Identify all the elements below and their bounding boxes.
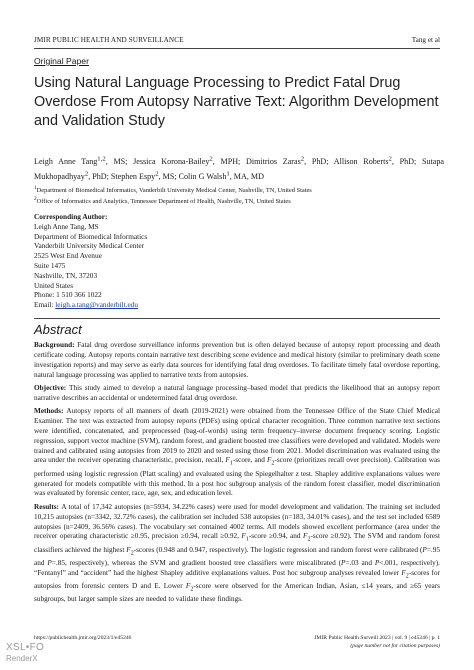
corresponding-line: 2525 West End Avenue [34,251,102,261]
corresponding-line: Nashville, TN, 37203 [34,270,98,280]
abstract-section-label: Methods: [34,407,67,416]
corresponding-label: Corresponding Author: [34,212,108,221]
footer-citation: JMIR Public Health Surveill 2023 | vol. 9 | e45246 | p. 1 (page number not for citation purposes) [314,635,440,649]
abstract-section-text: This study aimed to develop a natural language processing–based model that predicts the likelihood that an autopsy report narrative describes an accidental or undetermined fatal drug overdose. [34,383,440,402]
corresponding-line: Vanderbilt University Medical Center [34,241,145,251]
journal-name: JMIR PUBLIC HEALTH AND SURVEILLANCE [34,36,184,44]
corresponding-line: Suite 1475 [34,260,66,270]
abstract-section-label: Results: [34,502,62,511]
corresponding-line: Phone: 1 510 366 1022 [34,290,102,300]
abstract-section-text: Autopsy reports of all manners of death (2019-2021) were obtained from the Tennessee Office of the State Chief Medical Examiner. The text was extracted from autopsy reports (PDFs) using optical character recognition. Three common narrative text sections were identified, concatenated, and preprocessed (bag-of-words) using term frequency–inverse document frequency scoring. Logistic regression, support vector machine (SVM), random forest, and gradient boosted tree classifiers were developed and validated. Models were trained and calibrated using autopsies from 2019 to 2020 and tested using those from 2021. Model discrimination was evaluated using the area under the receiver operating characteristic, precision, recall, $F_1$-score, and $F_2$-score (prioritizes recall over precision). Calibration was performed using logistic regression (Platt scaling) and evaluated using the Spiegelhalter z test. Shapley additive explanations values were generated for models compatible with this method. In a post hoc subgroup analysis of the random forest classifier, model discrimination was evaluated by forensic center, race, age, sex, and education level. [34,407,440,498]
corresponding-line: Department of Biomedical Informatics [34,231,148,241]
paper-title: Using Natural Language Processing to Predict Fatal Drug Overdose From Autopsy Narrative Text: Algorithm Development and Validation Study [34,75,439,129]
abstract-section-label: Background: [34,341,78,349]
author: Stephen Espy$^2$, MS; [110,170,179,182]
abstract-section [34,503,440,605]
renderx-watermark: XSL•FO RenderX [6,642,45,663]
article-type: Original Paper [34,56,89,66]
email-line: Email: leigh.a.tang@vanderbilt.edu [34,300,138,310]
author: Allison Roberts$^2$, PhD; [333,155,422,166]
abstract-section [34,407,440,499]
affiliation-2: $^2$Office of Informatics and Analytics, Tennessee Department of Health, Nashville, TN, United States [34,196,291,206]
abstract-section-text: A total of 17,342 autopsies (n=5934, 34.22% cases) were used for model development and validation. The training set included 10,215 autopsies (n=3342, 32.72% cases), the calibration set included 538 autopsies (n=183, 34.01% cases), and the test set included 6589 autopsies (n=2409, 36.56% cases). The vocabulary set contained 4002 terms. All models showed excellent performance (area under the receiver operating characteristic ≥0.95, precision ≥0.94, recall ≥0.92, $F_1$-score ≥0.94, and $F_2$-score ≥0.92). The SVM and random forest classifiers achieved the highest $F_2$-scores (0.948 and 0.947, respectively). The logistic regression and random forest were calibrated (P=.95 and P=.85, respectively), whereas the SVM and gradient boosted tree classifiers were miscalibrated (P=.03 and P<.001, respectively). “Fentanyl” and “accident” had the highest Shapley additive explanations values. Post hoc subgroup analyses revealed lower $F_2$-scores for autopsies from forensic centers D and E. Lower $F_2$-score were observed for the American Indian, Asian, ≤14 years, and ≥65 years subgroups, but larger sample sizes are needed to validate these findings. [34,502,440,604]
email-link[interactable]: leigh.a.tang@vanderbilt.edu [55,300,138,310]
author-list [34,152,444,183]
abstract-section-text: Fatal drug overdose surveillance informs prevention but is often delayed because of autopsy report processing and death certificate coding. Autopsy reports contain narrative text describing scene evidence and medical history (similar to preliminary death scene investigation reports) and may serve as early data sources for identifying fatal drug overdoses. To facilitate timely fatal overdose reporting, natural language processing was applied to narrative texts from autopsies. [34,341,440,379]
abstract-heading: Abstract [34,322,82,337]
author: Sutapa Mukhopadhyay$^2$, PhD; [34,156,444,182]
author: Leigh Anne Tang$^{1,2}$, MS; [34,155,134,166]
abstract-body [34,341,440,609]
author: Jessica Korona-Bailey$^2$, MPH; [133,155,247,166]
running-author: Tang et al [411,36,440,44]
abstract-rule [34,318,440,319]
corresponding-line: United States [34,280,74,290]
author: Colin G Walsh$^1$, MA, MD [178,170,264,182]
affiliation-1: $^1$Department of Biomedical Informatics, Vanderbilt University Medical Center, Nashville, TN, United States [34,185,312,195]
abstract-section [34,341,440,380]
abstract-section-label: Objective: [34,383,70,392]
header-rule [34,48,440,49]
corresponding-author [34,212,147,310]
corresponding-line: Leigh Anne Tang, MS [34,221,99,231]
author: Dimitrios Zaras$^2$, PhD; [246,155,334,166]
abstract-section [34,384,440,404]
footer-url[interactable]: https://publichealth.jmir.org/2023/1/e45246 [34,635,132,641]
